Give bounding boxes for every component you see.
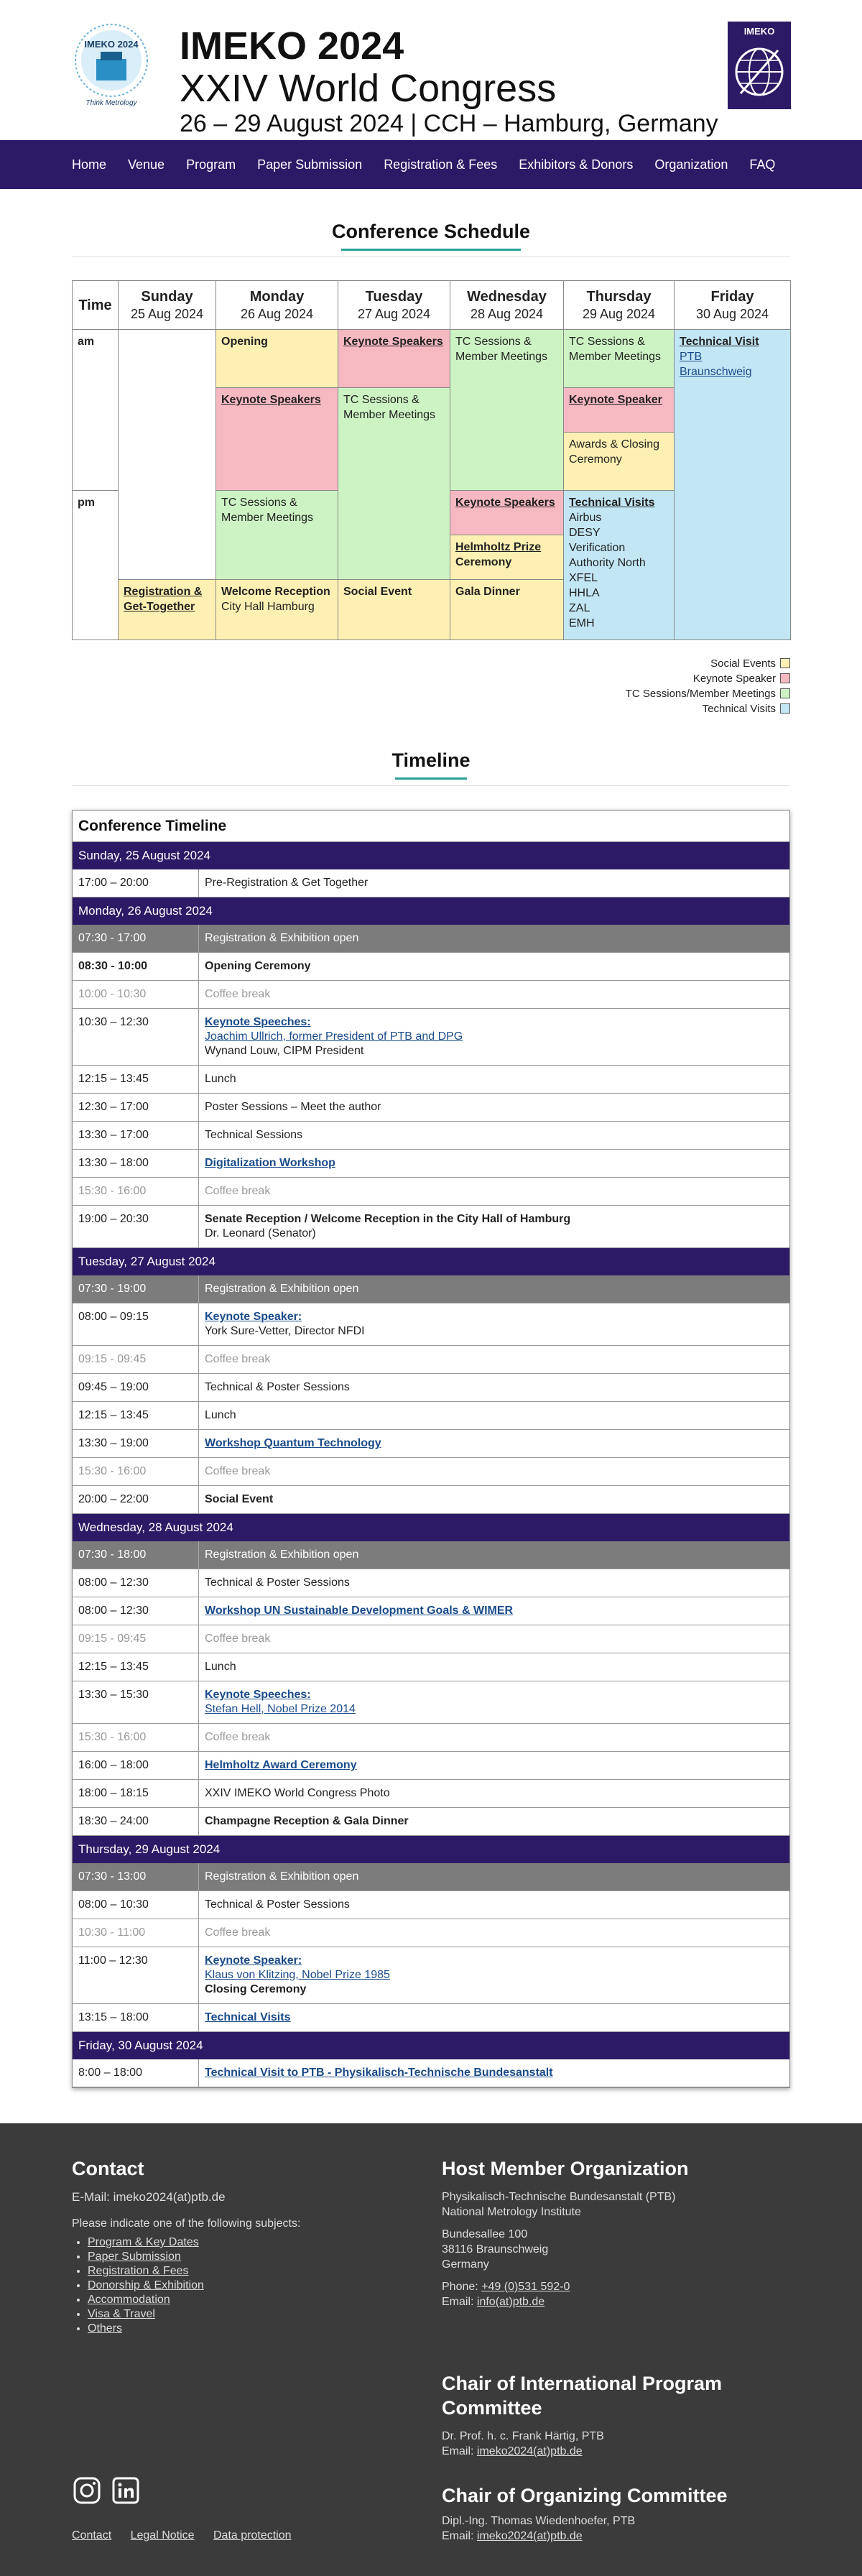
wed-helmholtz: Helmholtz Prize Ceremony (450, 535, 564, 580)
timeline-row (73, 1752, 789, 1780)
thu-tc: TC Sessions & Member Meetings (564, 330, 675, 388)
timeline-row (73, 1891, 789, 1919)
host-address-1: Bundesallee 100 (442, 2228, 528, 2240)
timeline-row (73, 1724, 789, 1752)
timeline-event-title: Coffee break (205, 1633, 271, 1645)
timeline-event (199, 1178, 789, 1205)
nav-program[interactable]: Program (186, 157, 236, 172)
day-header-thursday: Thursday 29 Aug 2024 (564, 281, 675, 330)
timeline-event (199, 1009, 789, 1065)
timeline-row (73, 1569, 789, 1597)
thu-keynote-link[interactable]: Keynote Speaker (569, 394, 662, 406)
mon-welcome: Welcome Reception City Hall Hamburg (216, 580, 338, 640)
legal-links (72, 2529, 307, 2542)
timeline-row (73, 1094, 789, 1122)
timeline-time: 09:15 - 09:45 (73, 1625, 199, 1653)
timeline-event-subtext: Wynand Louw, CIPM President (205, 1045, 364, 1057)
timeline-event (199, 981, 789, 1008)
timeline-event (199, 1625, 789, 1653)
timeline-event (199, 953, 789, 980)
legal-contact-link[interactable]: Contact (72, 2529, 112, 2542)
timeline-event (199, 1947, 789, 2003)
timeline-time: 12:15 – 13:45 (73, 1066, 199, 1093)
timeline-event-title: Technical Sessions (205, 1129, 303, 1141)
timeline-event-title: Lunch (205, 1661, 236, 1673)
timeline-day-header: Sunday, 25 August 2024 (73, 842, 789, 869)
contact-email: E-Mail: imeko2024(at)ptb.de (72, 2190, 226, 2204)
timeline-time: 07:30 - 13:00 (73, 1863, 199, 1891)
host-name: Physikalisch-Technische Bundesanstalt (PTB) (442, 2191, 676, 2203)
subjects-intro: Please indicate one of the following subjects: (72, 2217, 301, 2230)
timeline-time: 12:15 – 13:45 (73, 1402, 199, 1429)
timeline-day-header: Friday, 30 August 2024 (73, 2032, 789, 2059)
timeline-time: 09:45 – 19:00 (73, 1374, 199, 1401)
timeline-event-title: Registration & Exhibition open (205, 1548, 359, 1561)
timeline-event (199, 1569, 789, 1597)
timeline-time: 13:30 – 17:00 (73, 1122, 199, 1149)
timeline-row (73, 1541, 789, 1569)
event-dates: 26 – 29 August 2024 | CCH – Hamburg, Germany (180, 110, 718, 137)
page-title: IMEKO 2024 (180, 24, 404, 68)
mon-keynote-link[interactable]: Keynote Speakers (221, 394, 321, 406)
title-underline (341, 249, 521, 251)
timeline-event (199, 869, 789, 897)
legend-visits: Technical Visits (503, 701, 790, 716)
wed-keynote-link[interactable]: Keynote Speakers (455, 497, 555, 509)
subject-link[interactable]: • Visa & Travel (88, 2307, 431, 2322)
timeline-event (199, 2059, 789, 2087)
sun-registration-link[interactable]: Registration & Get-Together (124, 586, 203, 613)
logo-tagline: Think Metrology (85, 99, 137, 107)
time-am: am (73, 330, 119, 491)
timeline-row (73, 1919, 789, 1947)
schedule-title: Conference Schedule (331, 221, 531, 242)
timeline-event-title: Lunch (205, 1073, 236, 1085)
host-phone: Phone: +49 (0)531 592-0 (442, 2281, 570, 2293)
timeline-event-title: Technical & Poster Sessions (205, 1576, 350, 1589)
timeline-event-title: Champagne Reception & Gala Dinner (205, 1815, 409, 1827)
thu-awards: Awards & Closing Ceremony (564, 433, 675, 491)
timeline-event (199, 1597, 789, 1625)
timeline-event-subtext: York Sure-Vetter, Director NFDI (205, 1325, 365, 1337)
nav-faq[interactable]: FAQ (749, 157, 776, 172)
timeline-row (73, 2059, 789, 2087)
timeline-time: 13:30 – 19:00 (73, 1430, 199, 1457)
timeline-event (199, 1724, 789, 1751)
timeline-row (73, 925, 789, 953)
timeline-row (73, 1066, 789, 1094)
oc-email: Email: imeko2024(at)ptb.de (442, 2530, 583, 2542)
time-pm: pm (73, 491, 119, 640)
timeline-event (199, 2004, 789, 2031)
timeline-row (73, 1374, 789, 1402)
oc-email-link[interactable]: imeko2024(at)ptb.de (476, 2530, 583, 2542)
imeko-logo[interactable] (728, 22, 791, 109)
schedule-legend (503, 656, 790, 716)
tue-tc: TC Sessions & Member Meetings (338, 388, 450, 580)
timeline-event (199, 1275, 789, 1303)
timeline-event-title: Opening Ceremony (205, 960, 311, 972)
tue-social: Social Event (338, 580, 450, 640)
timeline-time: 10:30 - 11:00 (73, 1919, 199, 1947)
timeline-event-link[interactable]: Keynote Speaker: (205, 1954, 302, 1967)
fri-loc-link[interactable]: Braunschweig (680, 366, 752, 378)
timeline-time: 10:30 – 12:30 (73, 1009, 199, 1065)
timeline-event-sublink[interactable]: Joachim Ullrich, former President of PTB and DPG (205, 1030, 463, 1043)
timeline-row (73, 1346, 789, 1374)
data-protection-link[interactable]: Data protection (213, 2529, 292, 2542)
timeline-time: 13:30 – 15:30 (73, 1681, 199, 1723)
legal-notice-link[interactable]: Legal Notice (130, 2529, 195, 2542)
timeline-card-title: Conference Timeline (73, 811, 789, 842)
timeline-event-title: Coffee break (205, 1353, 271, 1365)
timeline-event (199, 1066, 789, 1093)
timeline-time: 16:00 – 18:00 (73, 1752, 199, 1779)
timeline-underline (395, 777, 467, 780)
timeline-time: 08:00 – 10:30 (73, 1891, 199, 1919)
timeline-row (73, 1486, 789, 1514)
mon-tc: TC Sessions & Member Meetings (216, 491, 338, 580)
timeline-time: 08:00 – 09:15 (73, 1303, 199, 1345)
tue-keynote-link[interactable]: Keynote Speakers (343, 336, 443, 348)
timeline-time: 13:15 – 18:00 (73, 2004, 199, 2031)
timeline-row (73, 1206, 789, 1248)
timeline-time: 15:30 - 16:00 (73, 1724, 199, 1751)
sun-empty (119, 330, 216, 580)
timeline-event-title: Registration & Exhibition open (205, 1283, 359, 1295)
timeline-time: 07:30 - 18:00 (73, 1541, 199, 1569)
thu-keynote (564, 388, 675, 433)
subject-link[interactable]: • Donorship & Exhibition (88, 2279, 431, 2293)
ipc-email-link[interactable]: imeko2024(at)ptb.de (476, 2445, 583, 2457)
timeline-time: 08:00 – 12:30 (73, 1569, 199, 1597)
timeline-event (199, 1752, 789, 1779)
timeline-row (73, 1150, 789, 1178)
timeline-event-subtext: Dr. Leonard (Senator) (205, 1227, 316, 1239)
wed-keynote (450, 491, 564, 535)
fri-visit (675, 330, 791, 640)
timeline-row (73, 1402, 789, 1430)
timeline-event-title: Technical & Poster Sessions (205, 1381, 350, 1393)
host-title: Host Member Organization (442, 2158, 689, 2179)
timeline-row (73, 1947, 789, 2004)
timeline-time: 12:30 – 17:00 (73, 1094, 199, 1121)
host-subname: National Metrology Institute (442, 2206, 581, 2218)
page-subtitle: XXIV World Congress (180, 67, 557, 110)
timeline-event (199, 1094, 789, 1121)
timeline-event-title: Coffee break (205, 1731, 271, 1743)
wed-gala: Gala Dinner (450, 580, 564, 640)
subjects-list (88, 2235, 431, 2336)
timeline-time: 8:00 – 18:00 (73, 2059, 199, 2087)
host-email-link[interactable]: info(at)ptb.de (476, 2296, 545, 2308)
timeline-time: 09:15 - 09:45 (73, 1346, 199, 1373)
legend-social: Social Events (503, 656, 790, 671)
timeline-event-title: Technical & Poster Sessions (205, 1898, 350, 1911)
timeline-time: 15:30 - 16:00 (73, 1458, 199, 1485)
timeline-event-link[interactable]: Technical Visits (205, 2011, 291, 2023)
timeline-row (73, 953, 789, 981)
timeline-event (199, 925, 789, 952)
timeline-time: 08:30 - 10:00 (73, 953, 199, 980)
nav-venue[interactable]: Venue (128, 157, 165, 172)
timeline-time: 18:30 – 24:00 (73, 1808, 199, 1835)
timeline-event-title: Senate Reception / Welcome Reception in the City Hall of Hamburg (205, 1213, 571, 1225)
linkedin-icon[interactable] (111, 2475, 141, 2506)
timeline-day-header: Wednesday, 28 August 2024 (73, 1514, 789, 1541)
timeline-event-link[interactable]: Helmholtz Award Ceremony (205, 1759, 357, 1771)
timeline-event-title: Coffee break (205, 1465, 271, 1477)
subject-link[interactable]: • Program & Key Dates (88, 2235, 431, 2250)
site-header (0, 0, 862, 140)
timeline-event-link[interactable]: Keynote Speeches: (205, 1016, 311, 1028)
timeline-event (199, 1919, 789, 1947)
timeline-row (73, 1625, 789, 1653)
timeline-event-title: Registration & Exhibition open (205, 932, 359, 944)
nav-exhibitors-donors[interactable]: Exhibitors & Donors (519, 157, 634, 172)
timeline-event-link[interactable]: Technical Visit to PTB - Physikalisch-Technische Bundesanstalt (205, 2067, 553, 2079)
ipc-title: Chair of International Program Committee (442, 2373, 723, 2419)
timeline-event-link[interactable]: Workshop Quantum Technology (205, 1437, 381, 1449)
timeline-event-title: Social Event (205, 1493, 274, 1505)
host-address-2: 38116 Braunschweig (442, 2243, 549, 2256)
timeline-time: 13:30 – 18:00 (73, 1150, 199, 1177)
timeline-event-title: Coffee break (205, 1926, 271, 1939)
timeline-event-title: Poster Sessions – Meet the author (205, 1101, 381, 1113)
timeline-row (73, 1780, 789, 1808)
schedule-table-wrap (72, 280, 790, 640)
timeline-event (199, 1122, 789, 1149)
schedule-table (72, 280, 791, 640)
timeline-event-sublink[interactable]: Klaus von Klitzing, Nobel Prize 1985 (205, 1969, 390, 1981)
fri-visit-link[interactable]: Technical Visit (680, 336, 759, 348)
timeline-row (73, 1122, 789, 1150)
timeline-time: 19:00 – 20:30 (73, 1206, 199, 1247)
timeline-event-title: Coffee break (205, 988, 271, 1000)
timeline-row (73, 1275, 789, 1303)
main-navigation (0, 140, 862, 189)
timeline-card (72, 810, 790, 2088)
timeline-event-title: Registration & Exhibition open (205, 1870, 359, 1883)
ipc-name: Dr. Prof. h. c. Frank Härtig, PTB (442, 2430, 604, 2442)
timeline-row (73, 2004, 789, 2032)
timeline-row (73, 1430, 789, 1458)
instagram-icon[interactable] (72, 2475, 102, 2506)
wed-helmholtz-link[interactable]: Helmholtz Prize (455, 541, 542, 553)
timeline-divider (72, 785, 790, 786)
site-footer (0, 2123, 862, 2576)
timeline-event-subtext: Closing Ceremony (205, 1983, 307, 1995)
timeline-event (199, 1808, 789, 1835)
timeline-event (199, 1458, 789, 1485)
timeline-event (199, 1653, 789, 1681)
timeline-day-header: Monday, 26 August 2024 (73, 897, 789, 925)
timeline-row (73, 1597, 789, 1625)
nav-registration-fees[interactable]: Registration & Fees (384, 157, 498, 172)
timeline-event (199, 1402, 789, 1429)
timeline-event-title: Pre-Registration & Get Together (205, 877, 369, 889)
legend-keynote: Keynote Speaker (503, 671, 790, 686)
mon-opening: Opening (216, 330, 338, 388)
subject-link[interactable]: • Others (88, 2322, 431, 2336)
fri-ptb-link[interactable]: PTB (680, 351, 703, 363)
timeline-time: 15:30 - 16:00 (73, 1178, 199, 1205)
oc-name: Dipl.-Ing. Thomas Wiedenhoefer, PTB (442, 2515, 636, 2527)
timeline-event (199, 1206, 789, 1247)
timeline-time: 18:00 – 18:15 (73, 1780, 199, 1807)
timeline-row (73, 1653, 789, 1681)
sun-registration (119, 580, 216, 640)
timeline-row (73, 1178, 789, 1206)
timeline-event (199, 1346, 789, 1373)
subject-link[interactable]: • Paper Submission (88, 2250, 431, 2264)
timeline-event-title: Lunch (205, 1409, 236, 1421)
timeline-time: 07:30 - 19:00 (73, 1275, 199, 1303)
legend-tc: TC Sessions/Member Meetings (503, 686, 790, 701)
timeline-event (199, 1780, 789, 1807)
day-header-wednesday: Wednesday 28 Aug 2024 (450, 281, 564, 330)
timeline-event-link[interactable]: Digitalization Workshop (205, 1157, 335, 1169)
thu-visits: Technical Visits Airbus DESY Verification Authority North XFEL HHLA ZAL EMH (564, 491, 675, 640)
timeline-event (199, 1430, 789, 1457)
imeko-2024-logo[interactable] (69, 20, 154, 112)
timeline-time: 10:00 - 10:30 (73, 981, 199, 1008)
timeline-time: 12:15 – 13:45 (73, 1653, 199, 1681)
timeline-row (73, 981, 789, 1009)
timeline-row (73, 1458, 789, 1486)
subject-link[interactable]: • Accommodation (88, 2293, 431, 2307)
imeko-logo-text: IMEKO (743, 26, 775, 37)
timeline-time: 07:30 - 17:00 (73, 925, 199, 952)
timeline-event (199, 1374, 789, 1401)
timeline-row (73, 1681, 789, 1724)
timeline-event-link[interactable]: Keynote Speeches: (205, 1689, 311, 1701)
timeline-event-link[interactable]: Keynote Speaker: (205, 1311, 302, 1323)
nav-paper-submission[interactable]: Paper Submission (257, 157, 363, 172)
timeline-event-link[interactable]: Workshop UN Sustainable Development Goals & WIMER (205, 1605, 514, 1617)
timeline-row (73, 1863, 789, 1891)
day-header-tuesday: Tuesday 27 Aug 2024 (338, 281, 450, 330)
timeline-row (73, 1009, 789, 1066)
day-header-friday: Friday 30 Aug 2024 (675, 281, 791, 330)
contact-title: Contact (72, 2158, 144, 2179)
tue-keynote (338, 330, 450, 388)
ipc-email: Email: imeko2024(at)ptb.de (442, 2445, 583, 2457)
timeline-event (199, 1541, 789, 1569)
logo-text: IMEKO 2024 (84, 39, 139, 50)
timeline-time: 11:00 – 12:30 (73, 1947, 199, 2003)
host-address-3: Germany (442, 2258, 489, 2271)
time-header: Time (73, 281, 119, 330)
timeline-event (199, 1150, 789, 1177)
oc-title: Chair of Organizing Committee (442, 2485, 728, 2506)
timeline-event (199, 1486, 789, 1513)
timeline-row (73, 1303, 789, 1346)
day-header-sunday: Sunday 25 Aug 2024 (119, 281, 216, 330)
host-phone-link[interactable]: +49 (0)531 592-0 (481, 2281, 570, 2293)
thu-visits-link[interactable]: Technical Visits (569, 497, 655, 509)
timeline-event (199, 1303, 789, 1345)
timeline-time: 08:00 – 12:30 (73, 1597, 199, 1625)
timeline-event-title: Coffee break (205, 1185, 271, 1197)
timeline-title: Timeline (391, 749, 471, 771)
day-header-monday: Monday 26 Aug 2024 (216, 281, 338, 330)
timeline-event-sublink[interactable]: Stefan Hell, Nobel Prize 2014 (205, 1703, 356, 1715)
timeline-day-header: Thursday, 29 August 2024 (73, 1836, 789, 1863)
host-email: Email: info(at)ptb.de (442, 2296, 545, 2308)
mon-keynote (216, 388, 338, 491)
timeline-time: 20:00 – 22:00 (73, 1486, 199, 1513)
nav-home[interactable]: Home (72, 157, 107, 172)
wed-tc: TC Sessions & Member Meetings (450, 330, 564, 491)
timeline-day-header: Tuesday, 27 August 2024 (73, 1248, 789, 1275)
timeline-event (199, 1863, 789, 1891)
social-links (72, 2475, 147, 2509)
timeline-event (199, 1681, 789, 1723)
subject-link[interactable]: • Registration & Fees (88, 2264, 431, 2279)
nav-organization[interactable]: Organization (654, 157, 728, 172)
timeline-row (73, 869, 789, 897)
timeline-event (199, 1891, 789, 1919)
timeline-event-title: XXIV IMEKO World Congress Photo (205, 1787, 390, 1799)
timeline-time: 17:00 – 20:00 (73, 869, 199, 897)
timeline-row (73, 1808, 789, 1836)
